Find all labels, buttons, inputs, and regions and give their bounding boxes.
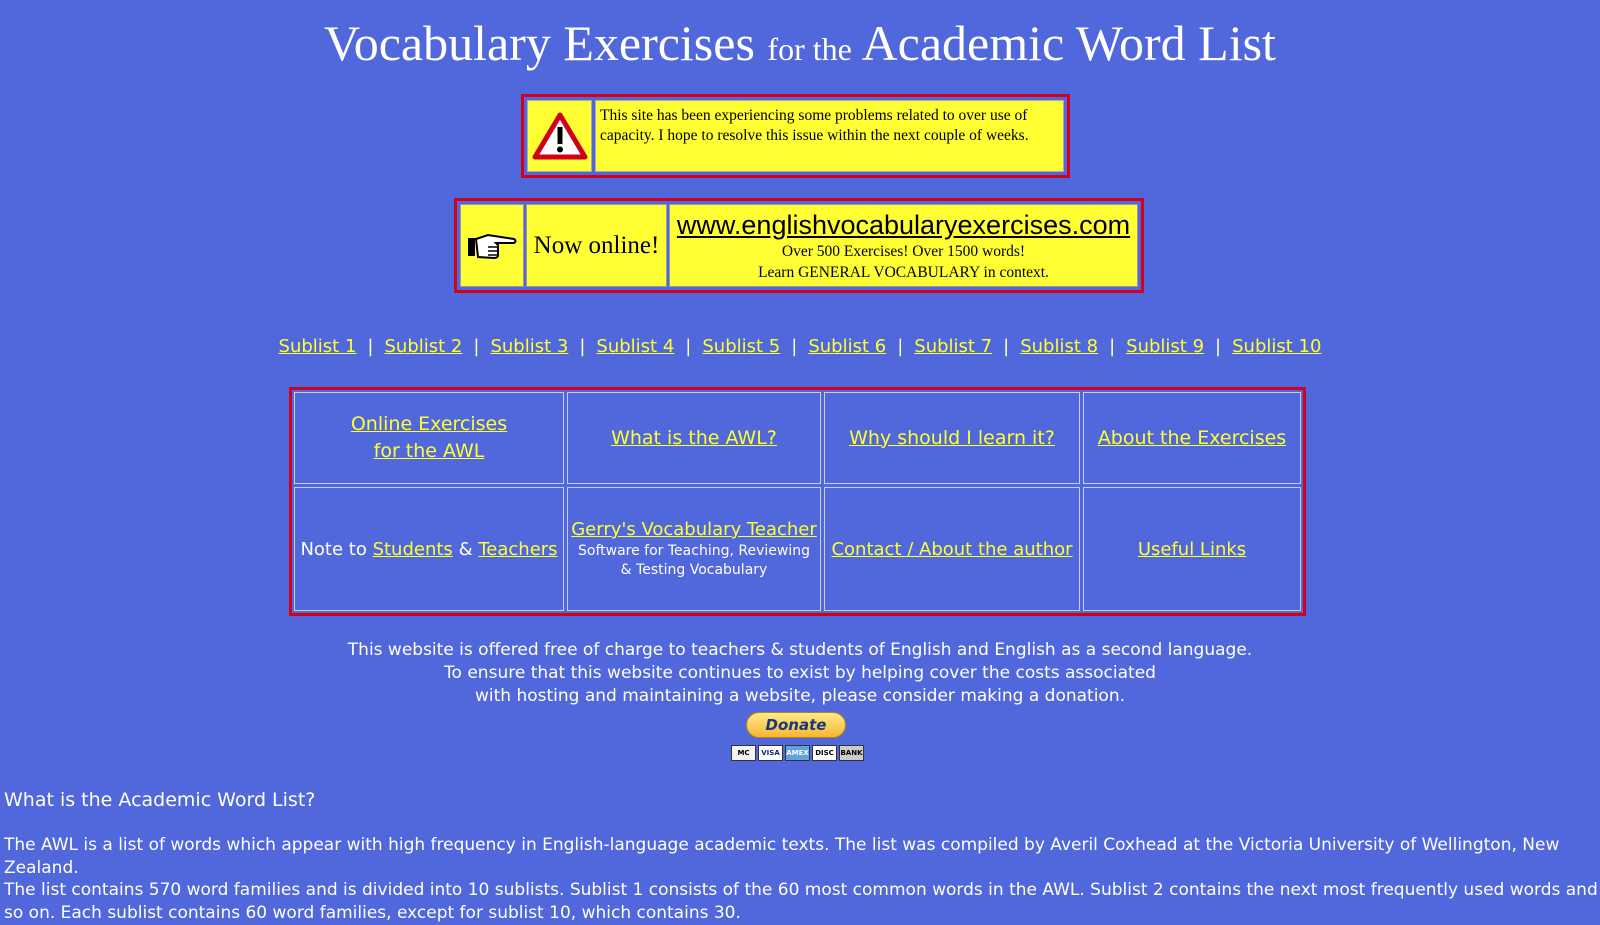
gerrys-description-1: Software for Teaching, Reviewing xyxy=(578,543,810,559)
sublist-link-10[interactable]: Sublist 10 xyxy=(1232,336,1322,357)
separator: | xyxy=(791,336,798,357)
what-is-awl-link[interactable]: What is the AWL? xyxy=(611,426,777,449)
capacity-notice xyxy=(521,94,1070,178)
gerrys-description-2: & Testing Vocabulary xyxy=(620,562,768,578)
about-exercises-cell xyxy=(1083,392,1301,484)
students-link[interactable]: Students xyxy=(372,538,453,560)
payment-cards xyxy=(731,745,864,761)
discover-icon: DISC xyxy=(812,745,837,761)
contact-cell xyxy=(824,487,1080,611)
sublist-link-6[interactable]: Sublist 6 xyxy=(808,336,887,357)
sublist-link-3[interactable]: Sublist 3 xyxy=(490,336,569,357)
donation-text xyxy=(0,639,1600,708)
what-is-awl-cell xyxy=(567,392,821,484)
donation-line-3: with hosting and maintaining a website, please consider making a donation. xyxy=(474,686,1126,706)
title-part-1: Vocabulary Exercises xyxy=(324,15,755,71)
sublist-link-8[interactable]: Sublist 8 xyxy=(1020,336,1099,357)
why-learn-cell xyxy=(824,392,1080,484)
pointing-hand-icon xyxy=(466,230,518,262)
useful-links-cell xyxy=(1083,487,1301,611)
awl-paragraph-2: The list contains 570 word families and is divided into 10 sublists. Sublist 1 consists of the 60 most common words in the AWL. Sublist 2 contains the next most frequently used words and so on. Each sublist contains 60 word families, except for sublist 10, which contains 30. xyxy=(4,880,1598,923)
separator: | xyxy=(897,336,904,357)
online-exercises-cell xyxy=(294,392,564,484)
separator: | xyxy=(579,336,586,357)
promo-banner xyxy=(454,198,1144,293)
donate-button[interactable]: Donate xyxy=(746,712,846,738)
ampersand: & xyxy=(458,538,473,560)
sublist-nav xyxy=(0,336,1600,357)
notice-message: This site has been experiencing some problems related to over use of capacity. I hope to resolve this issue within the next couple of weeks. xyxy=(595,100,1064,172)
promo-line-1: Over 500 Exercises! Over 1500 words! xyxy=(781,243,1026,260)
sublist-link-9[interactable]: Sublist 9 xyxy=(1126,336,1205,357)
note-line xyxy=(300,536,557,563)
note-cell xyxy=(294,487,564,611)
teachers-link[interactable]: Teachers xyxy=(478,538,558,560)
about-exercises-link[interactable]: About the Exercises xyxy=(1097,426,1287,449)
main-nav-table xyxy=(289,387,1306,616)
online-exercises-link[interactable] xyxy=(351,411,507,465)
separator: | xyxy=(1215,336,1222,357)
gerrys-vocabulary-teacher-link[interactable]: Gerry's Vocabulary Teacher xyxy=(571,519,817,540)
title-part-2: for the xyxy=(767,31,852,67)
sublist-link-5[interactable]: Sublist 5 xyxy=(702,336,781,357)
awl-paragraph-1: The AWL is a list of words which appear with high frequency in English-language academic texts. The list was compiled by Averil Coxhead at the Victoria University of Wellington, New Zealand. xyxy=(4,835,1560,878)
separator: | xyxy=(367,336,374,357)
visa-icon: VISA xyxy=(758,745,783,761)
gerrys-cell xyxy=(567,487,821,611)
why-learn-link[interactable]: Why should I learn it? xyxy=(849,426,1055,449)
donation-line-2: To ensure that this website continues to exist by helping cover the costs associated xyxy=(444,663,1156,683)
sublist-link-4[interactable]: Sublist 4 xyxy=(596,336,675,357)
bank-icon: BANK xyxy=(839,745,864,761)
sublist-link-1[interactable]: Sublist 1 xyxy=(278,336,357,357)
sublist-link-7[interactable]: Sublist 7 xyxy=(914,336,993,357)
site-cell xyxy=(669,204,1138,287)
now-online-label: Now online! xyxy=(526,204,667,287)
amex-icon: AMEX xyxy=(785,745,810,761)
online-exercises-line-1: Online Exercises xyxy=(350,413,508,435)
warning-triangle-icon xyxy=(532,111,588,161)
useful-links-link[interactable]: Useful Links xyxy=(1137,538,1247,560)
separator: | xyxy=(1109,336,1116,357)
title-part-3: Academic Word List xyxy=(861,15,1276,71)
warning-cell xyxy=(527,100,592,172)
online-exercises-line-2: for the AWL xyxy=(373,440,485,462)
promo-line-2: Learn GENERAL VOCABULARY in context. xyxy=(758,264,1049,281)
page-title xyxy=(0,14,1600,72)
note-to-label: Note to xyxy=(300,538,367,560)
separator: | xyxy=(1003,336,1010,357)
separator: | xyxy=(685,336,692,357)
donation-line-1: This website is offered free of charge to teachers & students of English and English as a second language. xyxy=(347,640,1253,660)
hand-cell xyxy=(460,204,524,287)
awl-heading: What is the Academic Word List? xyxy=(4,789,316,811)
english-vocabulary-exercises-link[interactable]: www.englishvocabularyexercises.com xyxy=(676,210,1131,240)
sublist-link-2[interactable]: Sublist 2 xyxy=(384,336,463,357)
separator: | xyxy=(473,336,480,357)
contact-link[interactable]: Contact / About the author xyxy=(831,538,1073,560)
mastercard-icon: MC xyxy=(731,745,756,761)
